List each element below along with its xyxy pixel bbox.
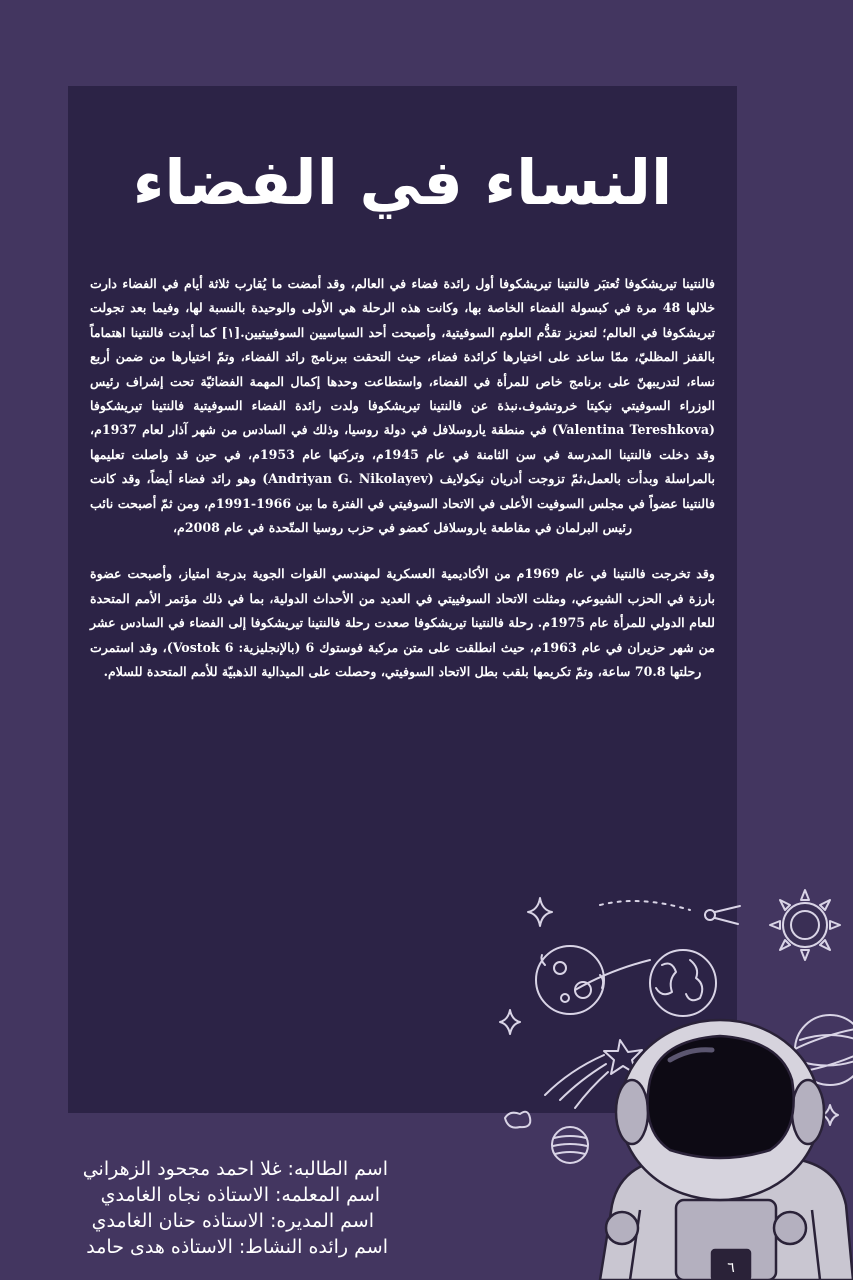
sparkle-icon: [500, 1010, 520, 1034]
asteroid-icon: [505, 1112, 530, 1128]
striped-planet-icon: [552, 1127, 588, 1163]
teacher-name: اسم المعلمه: الاستاذه نجاه الغامدي: [100, 1184, 380, 1206]
activity-leader-name: اسم رائده النشاط: الاستاذه هدى حامد: [86, 1236, 388, 1258]
principal-name: اسم المديره: الاستاذه حنان الغامدي: [91, 1210, 374, 1232]
article-paragraph-2: وقد تخرجت فالنتينا في عام 1969م من الأكاديمية العسكرية لمهندسي القوات الجوية بدرجة امتياز، وأصبحت عضوة بارزة في الحزب الشيوعي، ومثلت الاتحاد السوفييتي في العديد من الأحداث الدولية، بما في ذلك مؤتمر الأمم المتحدة للعام الدولي للمرأة عام 1975م. رحلة فالنتينا تيريشكوفا صعدت رحلة فالنتينا تيريشكوفا إلى الفضاء في السادس عشر من شهر حزيران في عام 1963م، حيث انطلقت على متن مركبة فوستوك 6 (بالإنجليزية: Vostok 6)، وقد استمرت رحلتها 70.8 ساعة، وتمّ تكريمها بلقب بطل الاتحاد السوفيتي، وحصلت على الميدالية الذهبيّة للأمم المتحدة للسلام.: [90, 566, 715, 680]
sparkle-icon: [528, 898, 552, 926]
earth-icon: [650, 950, 716, 1016]
sun-icon: [770, 890, 840, 960]
article-paragraph-1: فالنتينا تيريشكوفا تُعتبَر فالنتينا تيريشكوفا أول رائدة فضاء في العالم، وقد أمضت ما يُقارب ثلاثة أيام في الفضاء دارت خلالها 48 مرة في كبسولة الفضاء الخاصة بها، وكانت هذه الرحلة هي الأولى والوحيدة بالنسبة لها، وفيما بعد تجولت تيريشكوفا في العالم؛ لتعزيز تقدُّم العلوم السوفيتية، وأصبحت أحد السياسيين السوفييتيين.[١] كما أبدت فالنتينا اهتماماً بالقفز المظليّ، ممّا ساعد على اختيارها كرائدة فضاء، حيث التحقت ببرنامج رائد الفضاء، وتمّ اختيارها من ضمن أربع نساء، لتدريبهنّ على برنامج خاص للمرأة في الفضاء، واستطاعت وحدها إكمال المهمة الفضائيّة تحت إشراف رئيس الوزراء السوفيتي نيكيتا خروتشوف.نبذة عن فالنتينا تيريشكوفا ولدت رائدة الفضاء السوفيتية فالنتينا تيريشكوفا (Valentina Tereshkova) في منطقة ياروسلافل في دولة روسيا، وذلك في السادس من شهر آذار لعام 1937م، وقد دخلت فالنتينا المدرسة في سن الثامنة في عام 1945م، وتركتها عام 1953م، في حين قد واصلت تعليمها بالمراسلة وبدأت بالعمل،ثمّ تزوجت أدريان نيكولايف (Andriyan G. Nikolayev) وهو رائد فضاء أيضاً، وقد كانت فالنتينا عضواً في مجلس السوفيت الأعلى في الاتحاد السوفيتي في الفترة ما بين 1966-1991م، ومن ثمّ أصبحت نائب رئيس البرلمان في مقاطعة ياروسلافل كعضو في حزب روسيا المتّحدة في عام 2008م،: [90, 276, 715, 536]
student-name: اسم الطالبه: غلا احمد مجحود الزهراني: [82, 1158, 388, 1180]
suit-badge-number: ٦: [727, 1260, 735, 1276]
page-title: النساء في الفضاء: [132, 146, 673, 219]
astronaut-icon: [600, 1020, 853, 1280]
